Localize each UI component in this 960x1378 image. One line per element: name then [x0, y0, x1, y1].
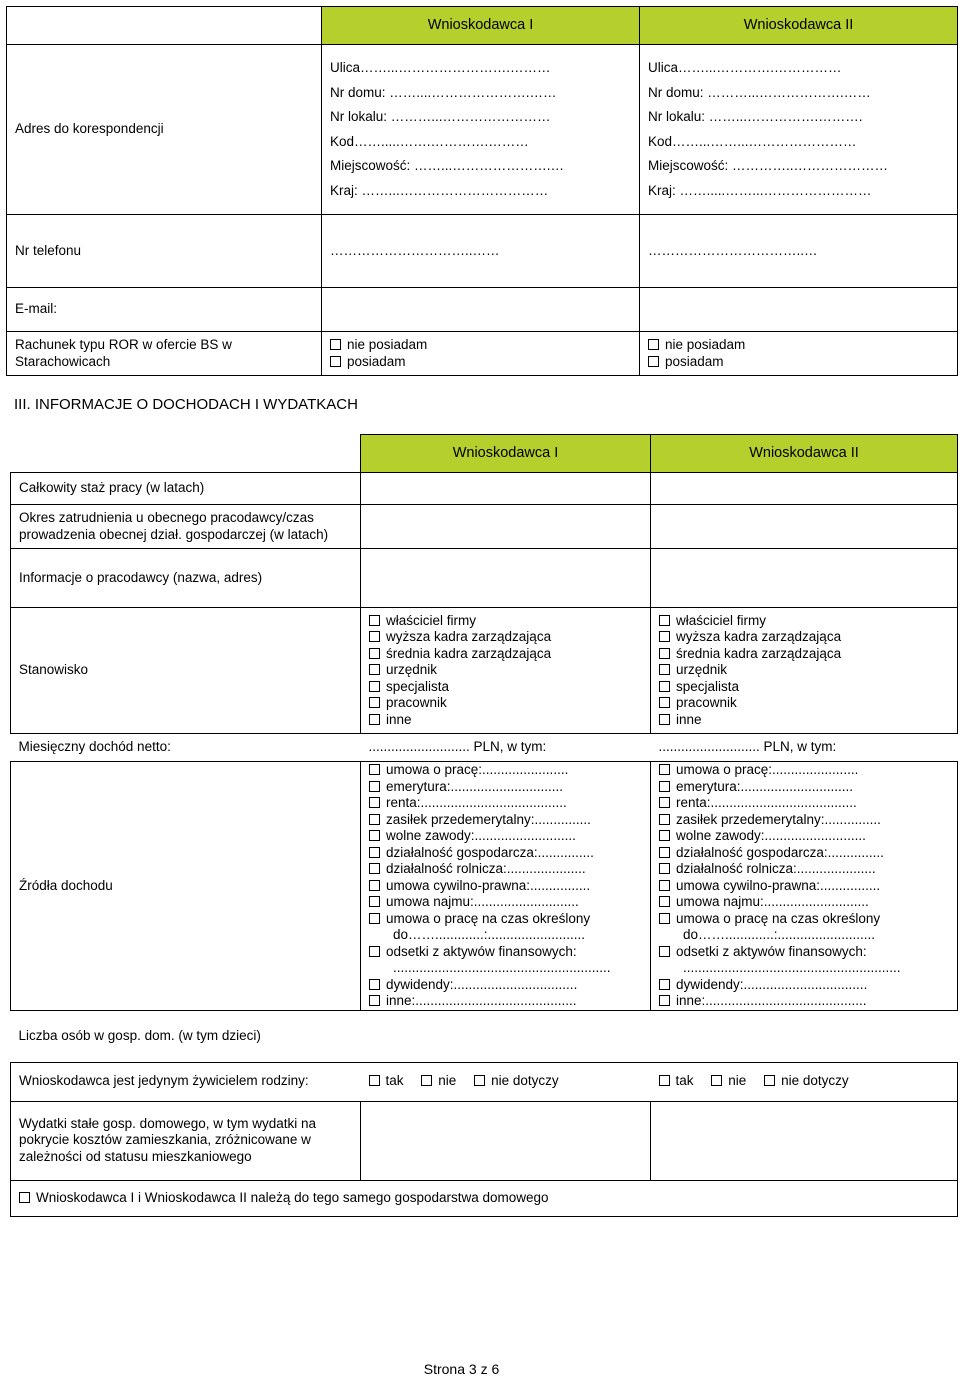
position-option[interactable]: pracownik	[369, 695, 642, 712]
income-source-option[interactable]: wolne zawody:...........................	[369, 828, 642, 845]
checkbox[interactable]	[369, 896, 380, 907]
income-source-option[interactable]: działalność rolnicza:.....................	[369, 861, 642, 878]
checkbox[interactable]	[659, 664, 670, 675]
not-applicable-option[interactable]: nie dotyczy	[474, 1073, 559, 1090]
checkbox[interactable]	[659, 814, 670, 825]
country-line: Kraj: …….....……...……………………	[648, 182, 872, 198]
household-size-label: Liczba osób w gosp. dom. (w tym dzieci)	[18, 1027, 261, 1043]
apartment-number-line: Nr lokalu: ……...…………….……….	[648, 109, 863, 124]
section-title: III. INFORMACJE O DOCHODACH I WYDATKACH	[14, 396, 358, 413]
checkbox[interactable]	[659, 631, 670, 642]
employment-field-applicant-1[interactable]	[361, 505, 651, 549]
employment-field-applicant-2[interactable]	[651, 505, 958, 549]
checkbox[interactable]	[659, 913, 670, 924]
income-source-option[interactable]: inne:...........................................	[369, 993, 642, 1010]
employer-field-applicant-2[interactable]	[651, 549, 958, 608]
income-expenses-table	[10, 434, 958, 1217]
income-source-option[interactable]: działalność gospodarcza:...............	[659, 845, 949, 862]
fixed-term-until-line: do…….............:..........................	[393, 927, 586, 942]
phone-label: Nr telefonu	[7, 215, 322, 288]
checkbox[interactable]	[659, 1075, 670, 1086]
checkbox[interactable]	[659, 880, 670, 891]
position-option[interactable]: specjalista	[369, 679, 642, 696]
checkbox[interactable]	[369, 648, 380, 659]
position-options-applicant-1	[361, 608, 651, 734]
checkbox[interactable]	[369, 1075, 380, 1086]
city-line: Miejscowość: ……...………………….…	[330, 158, 565, 173]
checkbox[interactable]	[711, 1075, 722, 1086]
email-field-applicant-2[interactable]	[640, 288, 958, 332]
position-option[interactable]: specjalista	[659, 679, 949, 696]
street-line: Ulica……...………….……………	[648, 60, 842, 75]
checkbox[interactable]	[369, 697, 380, 708]
ror-yes-option[interactable]: posiadam	[330, 354, 631, 371]
page-number: Strona 3 z 6	[423, 1361, 500, 1377]
yes-option[interactable]: tak	[659, 1073, 694, 1090]
ror-options-applicant-2	[640, 332, 958, 376]
checkbox[interactable]	[369, 797, 380, 808]
net-income-field-applicant-1[interactable]: ........................... PLN, w tym:	[368, 739, 547, 755]
income-sources-applicant-1	[361, 762, 651, 1011]
income-sources-label: Źródła dochodu	[11, 762, 361, 1011]
income-source-option[interactable]: dywidendy:.................................	[659, 977, 949, 994]
checkbox[interactable]	[659, 697, 670, 708]
checkbox[interactable]	[369, 631, 380, 642]
checkbox[interactable]	[369, 863, 380, 874]
phone-field-applicant-1[interactable]: …………………………..……	[322, 215, 640, 288]
checkbox[interactable]	[659, 797, 670, 808]
checkbox[interactable]	[764, 1075, 775, 1086]
ror-no-option[interactable]: nie posiadam	[648, 337, 949, 354]
address-field-applicant-2[interactable]	[640, 45, 958, 215]
checkbox[interactable]	[659, 681, 670, 692]
interest-amount-line: ..........................................................	[683, 960, 901, 975]
checkbox[interactable]	[369, 830, 380, 841]
checkbox[interactable]	[369, 880, 380, 891]
income-source-option[interactable]: umowa o pracę na czas określony	[659, 911, 949, 928]
income-source-option[interactable]: działalność rolnicza:.....................	[659, 861, 949, 878]
income-source-option[interactable]: emerytura:..............................	[369, 779, 642, 796]
checkbox[interactable]	[369, 979, 380, 990]
interest-amount-line: ..........................................................	[393, 960, 611, 975]
position-option[interactable]: średnia kadra zarządzająca	[369, 646, 642, 663]
checkbox[interactable]	[369, 781, 380, 792]
income-source-option[interactable]: renta:.......................................	[369, 795, 642, 812]
checkbox[interactable]	[659, 764, 670, 775]
checkbox[interactable]	[659, 714, 670, 725]
seniority-field-applicant-2[interactable]	[651, 473, 958, 505]
city-line: Miejscowość: …………..…………………	[648, 158, 889, 173]
fixed-term-until-line: do…….............:..........................	[683, 927, 876, 942]
position-option[interactable]: średnia kadra zarządzająca	[659, 646, 949, 663]
checkbox[interactable]	[659, 896, 670, 907]
seniority-field-applicant-1[interactable]	[361, 473, 651, 505]
empty-header-cell	[11, 435, 361, 473]
income-source-option[interactable]: emerytura:..............................	[659, 779, 949, 796]
same-household-option[interactable]	[11, 1180, 958, 1216]
income-source-option[interactable]: umowa najmu:............................	[659, 894, 949, 911]
apartment-number-line: Nr lokalu: ………...……………………	[330, 109, 551, 124]
income-source-option[interactable]: zasiłek przedemerytalny:...............	[659, 812, 949, 829]
checkbox[interactable]	[474, 1075, 485, 1086]
position-option[interactable]: wyższa kadra zarządzająca	[659, 629, 949, 646]
ror-no-option[interactable]: nie posiadam	[330, 337, 631, 354]
position-option[interactable]: pracownik	[659, 695, 949, 712]
net-income-field-applicant-2[interactable]: ........................... PLN, w tym:	[658, 739, 837, 755]
sole-breadwinner-applicant-2	[651, 1062, 958, 1101]
house-number-line: Nr domu: ……....………………….……	[330, 84, 557, 100]
employer-info-label: Informacje o pracodawcy (nazwa, adres)	[11, 549, 361, 608]
yes-option[interactable]: tak	[369, 1073, 404, 1090]
email-field-applicant-1[interactable]	[322, 288, 640, 332]
house-number-line: Nr domu: ………...……………….……	[648, 84, 871, 100]
sole-breadwinner-label: Wnioskodawca jest jedynym żywicielem rodziny:	[11, 1062, 361, 1101]
income-source-option[interactable]: umowa cywilno-prawna:................	[659, 878, 949, 895]
ror-account-label: Rachunek typu ROR w ofercie BS w Starachowicach	[7, 332, 322, 376]
income-sources-applicant-2	[651, 762, 958, 1011]
header-applicant-2: Wnioskodawca II	[640, 7, 958, 45]
checkbox[interactable]	[659, 781, 670, 792]
position-option[interactable]: urzędnik	[369, 662, 642, 679]
income-source-option[interactable]: umowa cywilno-prawna:................	[369, 878, 642, 895]
checkbox[interactable]	[369, 664, 380, 675]
checkbox[interactable]	[330, 356, 341, 367]
fixed-expenses-field-applicant-1[interactable]	[361, 1101, 651, 1180]
fixed-expenses-label: Wydatki stałe gosp. domowego, w tym wydatki na pokrycie kosztów zamieszkania, zróżnicowane w zależności od statusu mieszkaniowego	[11, 1101, 361, 1180]
position-label: Stanowisko	[11, 608, 361, 734]
position-option[interactable]: urzędnik	[659, 662, 949, 679]
position-option[interactable]: inne	[659, 712, 949, 729]
checkbox[interactable]	[659, 979, 670, 990]
postal-code-line: Kod…….....…….………….………	[330, 133, 529, 149]
income-source-option[interactable]: odsetki z aktywów finansowych:	[659, 944, 949, 961]
checkbox[interactable]	[659, 830, 670, 841]
employment-period-label: Okres zatrudnienia u obecnego pracodawcy/czas prowadzenia obecnej dział. gospodarczej (w latach)	[11, 505, 361, 549]
checkbox[interactable]	[659, 648, 670, 659]
header-applicant-1: Wnioskodawca I	[322, 7, 640, 45]
income-source-option[interactable]: dywidendy:.................................	[369, 977, 642, 994]
checkbox[interactable]	[659, 615, 670, 626]
position-option[interactable]: inne	[369, 712, 642, 729]
postal-code-line: Kod……...……...……………………	[648, 133, 857, 149]
checkbox[interactable]	[659, 995, 670, 1006]
income-source-option[interactable]: wolne zawody:...........................	[659, 828, 949, 845]
checkbox[interactable]	[369, 946, 380, 957]
checkbox[interactable]	[369, 764, 380, 775]
checkbox[interactable]	[369, 714, 380, 725]
income-source-option[interactable]: umowa o pracę:.......................	[659, 762, 949, 779]
income-source-option[interactable]: umowa o pracę:.......................	[369, 762, 642, 779]
checkbox[interactable]	[369, 814, 380, 825]
street-line: Ulica……...…………………….………	[330, 60, 551, 75]
checkbox[interactable]	[369, 847, 380, 858]
checkbox[interactable]	[330, 339, 341, 350]
checkbox[interactable]	[19, 1192, 30, 1203]
ror-options-applicant-1	[322, 332, 640, 376]
same-household-label: Wnioskodawca I i Wnioskodawca II należą do tego samego gospodarstwa domowego	[36, 1189, 549, 1205]
income-source-option[interactable]: renta:.......................................	[659, 795, 949, 812]
income-source-option[interactable]: odsetki z aktywów finansowych:	[369, 944, 642, 961]
income-source-option[interactable]: umowa o pracę na czas określony	[369, 911, 642, 928]
no-option[interactable]: nie	[711, 1073, 746, 1090]
seniority-label: Całkowity staż pracy (w latach)	[11, 473, 361, 505]
not-applicable-option[interactable]: nie dotyczy	[764, 1073, 849, 1090]
address-label: Adres do korespondencji	[7, 45, 322, 215]
checkbox[interactable]	[369, 913, 380, 924]
household-size-field-applicant-1[interactable]	[361, 1010, 651, 1062]
address-field-applicant-1[interactable]	[322, 45, 640, 215]
checkbox[interactable]	[648, 339, 659, 350]
checkbox[interactable]	[421, 1075, 432, 1086]
ror-yes-option[interactable]: posiadam	[648, 354, 949, 371]
position-option[interactable]: właściciel firmy	[659, 613, 949, 630]
checkbox[interactable]	[659, 946, 670, 957]
income-source-option[interactable]: działalność gospodarcza:...............	[369, 845, 642, 862]
no-option[interactable]: nie	[421, 1073, 456, 1090]
checkbox[interactable]	[369, 615, 380, 626]
household-size-field-applicant-2[interactable]	[651, 1010, 958, 1062]
checkbox[interactable]	[659, 847, 670, 858]
checkbox[interactable]	[369, 681, 380, 692]
position-option[interactable]: wyższa kadra zarządzająca	[369, 629, 642, 646]
net-income-label: Miesięczny dochód netto:	[18, 739, 171, 755]
country-line: Kraj: ……...……………………………	[330, 182, 549, 198]
fixed-expenses-field-applicant-2[interactable]	[651, 1101, 958, 1180]
checkbox[interactable]	[659, 863, 670, 874]
income-source-option[interactable]: inne:...........................................	[659, 993, 949, 1010]
employer-field-applicant-1[interactable]	[361, 549, 651, 608]
checkbox[interactable]	[369, 995, 380, 1006]
phone-field-applicant-2[interactable]: ……………………………..…	[640, 215, 958, 288]
sole-breadwinner-applicant-1	[361, 1062, 651, 1101]
position-option[interactable]: właściciel firmy	[369, 613, 642, 630]
header-applicant-1: Wnioskodawca I	[361, 435, 651, 473]
checkbox[interactable]	[648, 356, 659, 367]
applicant-contact-table	[6, 6, 958, 376]
header-applicant-2: Wnioskodawca II	[651, 435, 958, 473]
income-source-option[interactable]: zasiłek przedemerytalny:...............	[369, 812, 642, 829]
position-options-applicant-2	[651, 608, 958, 734]
empty-header-cell	[7, 7, 322, 45]
income-source-option[interactable]: umowa najmu:............................	[369, 894, 642, 911]
email-label: E-mail:	[7, 288, 322, 332]
